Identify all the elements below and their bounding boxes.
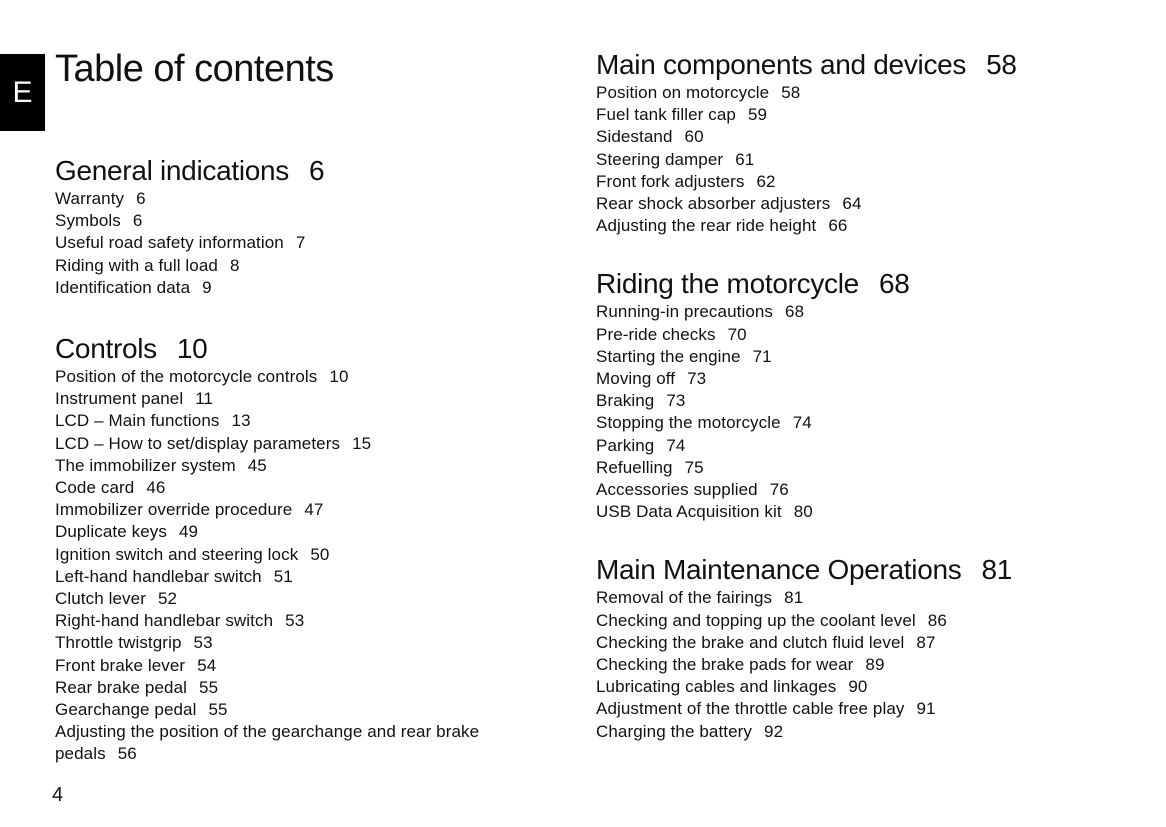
- toc-entry[interactable]: [55, 655, 555, 677]
- toc-left-column: [55, 154, 555, 766]
- entry-page: 6: [132, 211, 143, 231]
- toc-entry[interactable]: [596, 324, 1116, 346]
- entry-page: 86: [927, 610, 947, 630]
- entry-label: The immobilizer system: [55, 455, 236, 475]
- entry-label: Ignition switch and steering lock: [55, 544, 299, 564]
- toc-entry[interactable]: [55, 721, 555, 765]
- section-heading[interactable]: [596, 48, 1116, 82]
- toc-entry[interactable]: [55, 544, 555, 566]
- toc-entry-list: [596, 587, 1116, 742]
- toc-entry[interactable]: [55, 210, 555, 232]
- page-title: Table of contents: [55, 48, 334, 90]
- entry-label: LCD – How to set/display parameters: [55, 433, 341, 453]
- toc-entry[interactable]: [55, 499, 555, 521]
- entry-label: Front fork adjusters: [596, 171, 745, 191]
- toc-entry[interactable]: [596, 676, 1116, 698]
- toc-entry[interactable]: [55, 632, 555, 654]
- toc-entry[interactable]: [55, 232, 555, 254]
- section-page: 10: [176, 333, 208, 365]
- toc-entry[interactable]: [55, 188, 555, 210]
- entry-page: 62: [756, 171, 776, 191]
- entry-label: Instrument panel: [55, 389, 184, 409]
- entry-page: 74: [666, 435, 686, 455]
- entry-page: 54: [197, 655, 217, 675]
- toc-entry[interactable]: [55, 588, 555, 610]
- entry-page: 56: [117, 744, 137, 764]
- entry-label: Sidestand: [596, 127, 673, 147]
- entry-page: 81: [784, 588, 804, 608]
- entry-page: 53: [285, 611, 305, 631]
- entry-label: Riding with a full load: [55, 255, 218, 275]
- entry-page: 55: [208, 700, 228, 720]
- entry-page: 74: [792, 413, 812, 433]
- entry-label: Pre-ride checks: [596, 324, 716, 344]
- language-tab: E: [0, 54, 45, 131]
- entry-page: 15: [352, 433, 372, 453]
- entry-page: 66: [828, 216, 848, 236]
- toc-section: [55, 154, 555, 299]
- entry-label: Removal of the fairings: [596, 588, 773, 608]
- toc-entry[interactable]: [596, 479, 1116, 501]
- entry-label: Warranty: [55, 189, 125, 208]
- toc-entry[interactable]: [596, 610, 1116, 632]
- toc-entry[interactable]: [596, 215, 1116, 237]
- entry-label: Checking the brake pads for wear: [596, 655, 854, 675]
- entry-label: Clutch lever: [55, 589, 146, 609]
- entry-label: Gearchange pedal: [55, 700, 197, 720]
- toc-entry-list: [55, 366, 555, 766]
- entry-label: Adjustment of the throttle cable free play: [596, 699, 905, 719]
- entry-page: 91: [916, 699, 936, 719]
- entry-page: 64: [842, 194, 862, 214]
- entry-page: 60: [684, 127, 704, 147]
- entry-page: 59: [747, 105, 768, 125]
- entry-label: Symbols: [55, 211, 121, 231]
- entry-label: Accessories supplied: [596, 480, 758, 500]
- toc-entry[interactable]: [55, 477, 555, 499]
- entry-page: 9: [202, 277, 212, 297]
- entry-page: 50: [310, 544, 330, 564]
- toc-entry[interactable]: [55, 433, 555, 455]
- entry-page: 92: [764, 721, 784, 741]
- toc-section: [596, 553, 1116, 742]
- section-page: 68: [878, 268, 910, 300]
- entry-page: 61: [735, 149, 755, 169]
- toc-entry[interactable]: [596, 698, 1116, 720]
- toc-entry[interactable]: [596, 390, 1116, 412]
- entry-label: Immobilizer override procedure: [55, 500, 293, 520]
- entry-label: Parking: [596, 435, 655, 455]
- entry-label: Position on motorcycle: [596, 83, 770, 102]
- toc-entry[interactable]: [596, 82, 1116, 104]
- toc-entry[interactable]: [55, 610, 555, 632]
- entry-label: Braking: [596, 391, 655, 411]
- entry-label: Adjusting the position of the gearchange and rear brake pedals: [55, 722, 480, 764]
- toc-entry[interactable]: [55, 699, 555, 721]
- entry-label: Right-hand handlebar switch: [55, 611, 274, 631]
- entry-page: 53: [193, 633, 213, 653]
- entry-label: Identification data: [55, 277, 191, 297]
- section-heading[interactable]: [596, 553, 1116, 587]
- page-number: 4: [52, 784, 64, 806]
- toc-entry[interactable]: [596, 501, 1116, 523]
- toc-entry[interactable]: [55, 410, 555, 432]
- toc-entry[interactable]: [55, 677, 555, 699]
- section-title: Riding the motorcycle: [596, 268, 859, 300]
- toc-entry[interactable]: [596, 171, 1116, 193]
- entry-page: 73: [687, 369, 707, 389]
- entry-page: 10: [329, 367, 349, 387]
- toc-entry[interactable]: [596, 435, 1116, 457]
- section-title: Main Maintenance Operations: [596, 554, 962, 586]
- entry-page: 8: [229, 255, 240, 275]
- entry-label: Rear brake pedal: [55, 677, 188, 697]
- entry-label: Starting the engine: [596, 346, 741, 366]
- entry-page: 80: [793, 502, 813, 522]
- toc-entry[interactable]: [596, 193, 1116, 215]
- entry-label: Charging the battery: [596, 721, 753, 741]
- section-heading[interactable]: [596, 267, 1116, 301]
- toc-entry[interactable]: [55, 388, 555, 410]
- entry-page: 52: [157, 589, 178, 609]
- entry-label: Position of the motorcycle controls: [55, 367, 318, 387]
- entry-page: 89: [865, 655, 885, 675]
- entry-page: 58: [781, 83, 801, 102]
- entry-page: 76: [769, 480, 789, 500]
- entry-page: 6: [136, 189, 146, 208]
- toc-entry[interactable]: [596, 368, 1116, 390]
- entry-label: Duplicate keys: [55, 522, 167, 542]
- toc-entry[interactable]: [596, 412, 1116, 434]
- section-title: Controls: [55, 333, 157, 365]
- toc-entry[interactable]: [596, 654, 1116, 676]
- entry-page: 45: [247, 455, 267, 475]
- entry-page: 68: [785, 302, 805, 322]
- toc-entry-list: [55, 188, 555, 299]
- toc-entry[interactable]: [596, 104, 1116, 126]
- entry-label: Left-hand handlebar switch: [55, 566, 262, 586]
- entry-page: 75: [684, 457, 704, 477]
- entry-label: Rear shock absorber adjusters: [596, 194, 831, 214]
- toc-entry[interactable]: [55, 366, 555, 388]
- entry-label: Checking the brake and clutch fluid level: [596, 632, 905, 652]
- entry-label: Fuel tank filler cap: [596, 105, 736, 125]
- toc-entry[interactable]: [596, 126, 1116, 148]
- toc-entry[interactable]: [55, 255, 555, 277]
- toc-entry[interactable]: [596, 632, 1116, 654]
- toc-entry-list: [596, 301, 1116, 523]
- entry-page: 70: [727, 324, 747, 344]
- entry-page: 47: [304, 500, 324, 520]
- section-title: General indications: [55, 155, 289, 186]
- entry-page: 90: [848, 677, 868, 697]
- section-title: Main components and devices: [596, 49, 967, 80]
- entry-label: Code card: [55, 478, 135, 498]
- toc-entry[interactable]: [55, 566, 555, 588]
- toc-entry[interactable]: [55, 521, 555, 543]
- entry-label: Stopping the motorcycle: [596, 413, 781, 433]
- entry-label: Checking and topping up the coolant level: [596, 610, 916, 630]
- toc-section: [596, 48, 1116, 237]
- section-page: 58: [986, 49, 1017, 80]
- entry-label: Useful road safety information: [55, 233, 284, 253]
- entry-page: 55: [199, 677, 219, 697]
- section-page: 6: [309, 155, 325, 186]
- entry-label: Refuelling: [596, 457, 673, 477]
- entry-label: Front brake lever: [55, 655, 186, 675]
- toc-entry[interactable]: [55, 277, 555, 299]
- toc-entry[interactable]: [596, 587, 1116, 609]
- entry-page: 46: [146, 478, 166, 498]
- entry-page: 13: [231, 411, 251, 431]
- entry-label: Steering damper: [596, 149, 724, 169]
- entry-page: 11: [195, 389, 214, 409]
- section-page: 81: [981, 554, 1012, 586]
- toc-entry[interactable]: [596, 149, 1116, 171]
- entry-label: Moving off: [596, 369, 676, 389]
- entry-label: Lubricating cables and linkages: [596, 677, 837, 697]
- toc-entry[interactable]: [596, 721, 1116, 743]
- entry-label: USB Data Acquisition kit: [596, 502, 782, 522]
- section-heading[interactable]: [55, 332, 555, 366]
- toc-entry[interactable]: [55, 455, 555, 477]
- toc-right-column: [596, 48, 1116, 743]
- entry-page: 71: [752, 346, 772, 366]
- entry-page: 51: [273, 566, 293, 586]
- toc-entry[interactable]: [596, 346, 1116, 368]
- entry-page: 7: [295, 233, 306, 253]
- entry-page: 49: [178, 522, 199, 542]
- entry-label: LCD – Main functions: [55, 411, 220, 431]
- entry-label: Running-in precautions: [596, 302, 774, 322]
- toc-entry[interactable]: [596, 457, 1116, 479]
- toc-section: [596, 267, 1116, 523]
- toc-section: [55, 332, 555, 766]
- entry-label: Adjusting the rear ride height: [596, 216, 817, 236]
- toc-entry[interactable]: [596, 301, 1116, 323]
- entry-page: 73: [666, 391, 686, 411]
- toc-entry-list: [596, 82, 1116, 237]
- section-heading[interactable]: [55, 154, 555, 188]
- entry-page: 87: [916, 632, 936, 652]
- entry-label: Throttle twistgrip: [55, 633, 182, 653]
